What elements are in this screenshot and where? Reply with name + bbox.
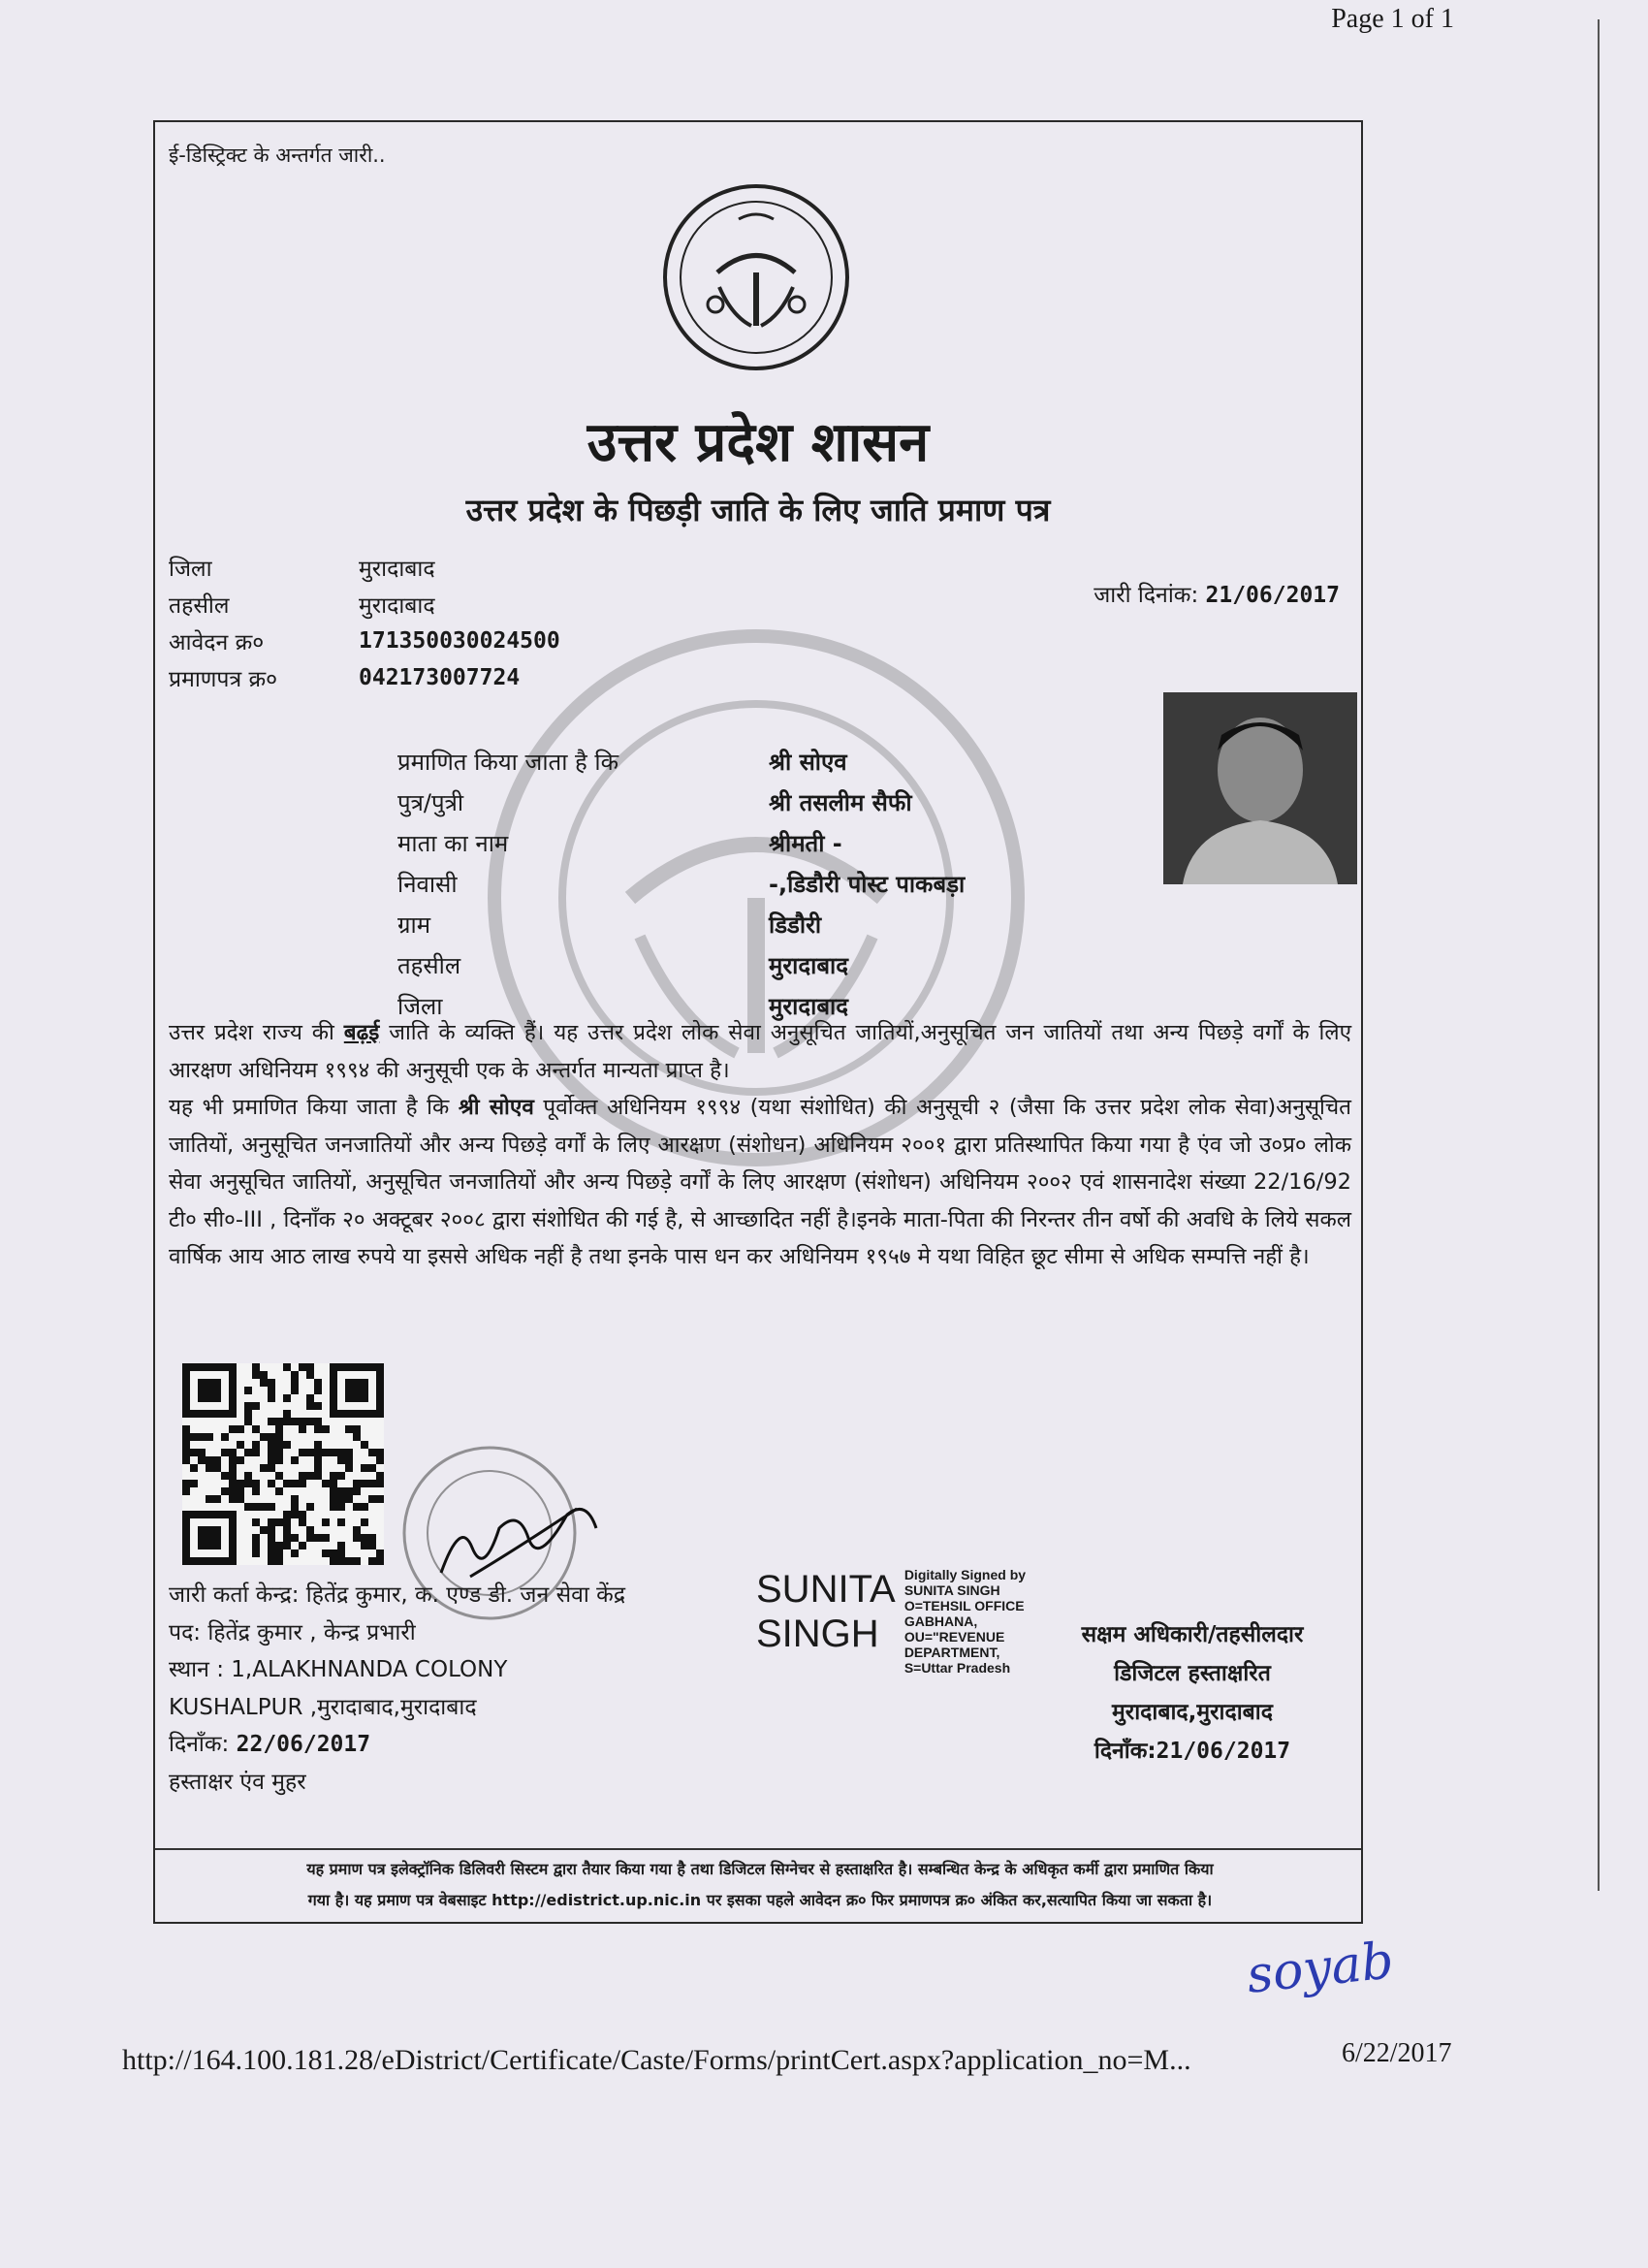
person-value: श्री सोएव — [769, 748, 847, 776]
info-row-certificate-no — [169, 659, 560, 696]
up-emblem-icon — [659, 180, 853, 374]
person-label: तहसील — [397, 951, 461, 979]
info-value: मुरादाबाद — [359, 557, 435, 582]
person-label: पुत्र/पुत्री — [397, 788, 464, 816]
footer-note — [169, 1854, 1351, 1916]
print-date: 6/22/2017 — [1342, 2038, 1452, 2068]
applicant-photo — [1163, 692, 1357, 884]
digital-signer-name — [756, 1567, 896, 1656]
person-label: निवासी — [397, 870, 458, 898]
handwritten-signature-icon — [431, 1480, 606, 1586]
issue-date — [1093, 578, 1340, 609]
person-value: श्री तसलीम सैफी — [769, 788, 912, 816]
competent-authority — [1047, 1615, 1338, 1771]
info-label: तहसील — [169, 593, 230, 619]
authority-date-label: दिनाँक: — [1093, 1739, 1157, 1764]
person-label: जिला — [397, 992, 443, 1020]
signature-detail-line: Digitally Signed by — [903, 1567, 1027, 1582]
applicant-name: श्री सोएव — [458, 1095, 534, 1120]
info-table — [169, 549, 560, 696]
person-value: मुरादाबाद — [769, 992, 849, 1020]
certificate-body — [169, 1014, 1351, 1276]
authority-place: मुरादाबाद,मुरादाबाद — [1112, 1700, 1273, 1725]
person-details — [397, 741, 965, 1026]
issue-date-label: जारी दिनांक: — [1093, 583, 1199, 608]
person-value: डिडौरी — [769, 910, 822, 939]
signature-detail-line: S=Uttar Pradesh — [903, 1660, 1011, 1676]
person-row — [397, 863, 965, 904]
body-text-segment: पूर्वोक्त अधिनियम १९९४ (यथा संशोधित) की अनुसूची २ (जैसा कि उत्तर प्रदेश लोक सेवा)अनुसूचित जातियों, अनुसूचित जनजातियों और अन्य पिछड़े वर्गों के लिए आरक्षण (संशोधन) अधिनियम २००१ द्वारा प्रतिस्थापित किया गया है एंव जो उ०प्र० लोक सेवा अनुसूचित जातियों, अनुसूचित जनजातियों और अन्य पिछड़े वर्गों के लिए आरक्षण (संशोधन) अधिनियम २००२ एवं शासनादेश संख्या 22/16/92 टी० सी०-III , दिनाँक २० अक्टूबर २००८ द्वारा संशोधित की गई है, से आच्छादित नहीं है।इनके माता-पिता की निरन्तर तीन वर्षो की अवधि के लिये सकल वार्षिक आय आठ लाख रुपये या इससे अधिक नहीं है तथा इनके पास धन कर अधिनियम १९५७ मे यथा विहित छूट सीमा से अधिक सम्पत्ति नहीं है। — [169, 1095, 1351, 1269]
digital-signature-details — [904, 1567, 1026, 1676]
authority-title: सक्षम अधिकारी/तहसीलदार — [1081, 1622, 1304, 1647]
signer-last-name: SINGH — [756, 1613, 879, 1655]
issuer-date-value: 22/06/2017 — [236, 1732, 371, 1757]
issuer-details — [169, 1577, 625, 1801]
person-value: श्रीमती - — [769, 829, 842, 857]
person-row — [397, 944, 965, 985]
issuer-date-label: दिनाँक: — [169, 1732, 230, 1757]
person-row — [397, 904, 965, 944]
signature-detail-line: GABHANA, — [903, 1613, 978, 1629]
info-value: 171350030024500 — [359, 628, 560, 654]
authority-digital-signed: डिजिटल हस्ताक्षरित — [1114, 1661, 1271, 1686]
body-text-segment: जाति के व्यक्ति हैं। यह उत्तर प्रदेश लोक सेवा अनुसूचित जातियों,अनुसूचित जन जातियों तथा अन्य पिछड़े वर्गों के लिए आरक्षण अधिनियम १९९४ की अनुसूची एक के अन्तर्गत मान्यता प्राप्त है। — [169, 1020, 1352, 1083]
footer-note-line-1: यह प्रमाण पत्र इलेक्ट्रॉनिक डिलिवरी सिस्टम द्वारा तैयार किया गया है तथा डिजिटल सिग्नेचर से हस्ताक्षरित है। सम्बन्धित केन्द्र के अधिकृत कर्मी द्वारा प्रमाणित किया — [306, 1860, 1214, 1878]
signature-detail-line: OU="REVENUE — [903, 1629, 1005, 1645]
certificate-subtitle: उत्तर प्रदेश के पिछड़ी जाति के लिए जाति प्रमाण पत्र — [465, 492, 1051, 528]
body-paragraph-2 — [169, 1089, 1351, 1276]
info-label: प्रमाणपत्र क्र० — [169, 667, 278, 692]
person-label: प्रमाणित किया जाता है कि — [397, 748, 619, 776]
issuer-place-line-2: KUSHALPUR ,मुरादाबाद,मुरादाबाद — [169, 1694, 477, 1720]
body-text-segment: उत्तर प्रदेश राज्य की — [169, 1020, 344, 1045]
page-number: Page 1 of 1 — [1331, 4, 1454, 34]
info-value: 042173007724 — [359, 665, 521, 690]
body-paragraph-1 — [169, 1014, 1351, 1089]
person-label: ग्राम — [397, 910, 431, 939]
person-row — [397, 822, 965, 863]
issuer-seal-label: हस्ताक्षर एंव मुहर — [169, 1769, 306, 1795]
info-value: मुरादाबाद — [359, 593, 435, 619]
header-note: ई-डिस्ट्रिक्ट के अन्तर्गत जारी.. — [169, 144, 386, 167]
body-text-segment: यह भी प्रमाणित किया जाता है कि — [169, 1095, 459, 1120]
caste-name: बढ़ई — [343, 1020, 380, 1045]
person-value: मुरादाबाद — [769, 951, 849, 979]
footer-divider — [155, 1848, 1361, 1850]
issuer-place-line-1: स्थान : 1,ALAKHNANDA COLONY — [169, 1657, 508, 1682]
info-label: आवेदन क्र० — [169, 630, 265, 655]
issuer-date — [169, 1726, 625, 1764]
info-row-tehsil — [169, 586, 560, 623]
handwritten-name: soyab — [1244, 1932, 1397, 2005]
info-label: जिला — [169, 557, 212, 582]
authority-date — [1047, 1732, 1338, 1771]
person-value: -,डिडौरी पोस्ट पाकबड़ा — [769, 870, 966, 898]
person-row — [397, 782, 965, 822]
person-label: माता का नाम — [397, 829, 509, 857]
print-url: http://164.100.181.28/eDistrict/Certificate/Caste/Forms/printCert.aspx?application_no=M... — [122, 2044, 1191, 2076]
issuer-center: जारी कर्ता केन्द्र: हितेंद्र कुमार, क. एण्ड डी. जन सेवा केंद्र — [169, 1582, 626, 1608]
page-edge-line — [1598, 19, 1600, 1891]
certificate-title: उत्तर प्रदेश शासन — [586, 410, 930, 474]
authority-date-value: 21/06/2017 — [1156, 1739, 1291, 1764]
digital-signature — [756, 1567, 1026, 1676]
info-row-application-no — [169, 623, 560, 659]
qr-code-icon — [182, 1363, 384, 1565]
info-row-district — [169, 549, 560, 586]
person-row — [397, 741, 965, 782]
footer-note-line-2: गया है। यह प्रमाण पत्र वेबसाइट http://edistrict.up.nic.in पर इसका पहले आवेदन क्र० फिर प्रमाणपत्र क्र० अंकित कर,सत्यापित किया जा सकता है। — [307, 1891, 1213, 1909]
issuer-post: पद: हितेंद्र कुमार , केन्द्र प्रभारी — [169, 1619, 416, 1645]
signer-first-name: SUNITA — [756, 1568, 896, 1611]
signature-detail-line: O=TEHSIL OFFICE — [903, 1598, 1025, 1613]
certificate-frame — [153, 120, 1363, 1924]
person-photo-icon — [1163, 692, 1357, 884]
issue-date-value: 21/06/2017 — [1205, 583, 1340, 608]
signature-detail-line: DEPARTMENT, — [903, 1645, 1000, 1660]
signature-detail-line: SUNITA SINGH — [903, 1582, 1000, 1598]
